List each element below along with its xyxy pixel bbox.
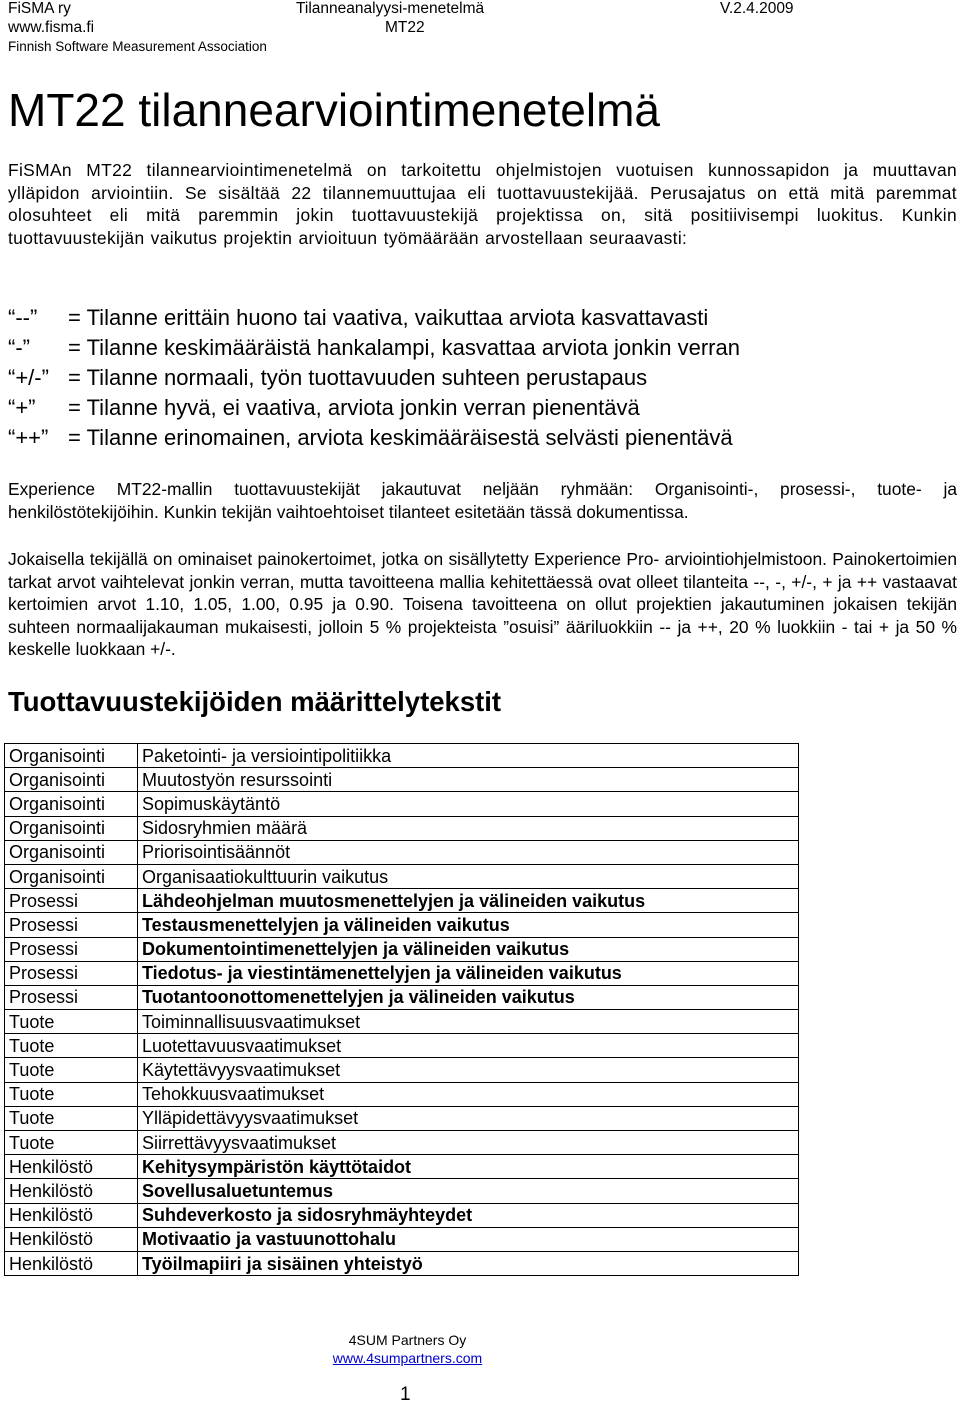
factor-name: Muutostyön resurssointi: [138, 768, 799, 792]
table-row: [5, 1106, 799, 1130]
factor-category: Organisointi: [5, 768, 138, 792]
factor-name: Käytettävyysvaatimukset: [138, 1058, 799, 1082]
factor-category: Tuote: [5, 1034, 138, 1058]
factor-name: Ylläpidettävyysvaatimukset: [138, 1106, 799, 1130]
rating-symbol: “--”: [8, 305, 38, 330]
table-row: [5, 744, 799, 768]
table-row: [5, 913, 799, 937]
table-row: [5, 937, 799, 961]
factor-category: Prosessi: [5, 985, 138, 1009]
factor-name: Sopimuskäytäntö: [138, 792, 799, 816]
table-row: [5, 864, 799, 888]
factor-category: Organisointi: [5, 840, 138, 864]
factor-name: Suhdeverkosto ja sidosryhmäyhteydet: [138, 1203, 799, 1227]
factor-category: Prosessi: [5, 913, 138, 937]
factor-category: Prosessi: [5, 937, 138, 961]
factor-category: Organisointi: [5, 816, 138, 840]
factor-category: Organisointi: [5, 864, 138, 888]
table-row: [5, 1034, 799, 1058]
weights-paragraph: Jokaisella tekijällä on ominaiset painokertoimet, jotka on sisällytetty Experience Pro- arviointiohjelmistoon. Painokertoimien tarkat arvot vaihtelevat jonkin verran, mutta tavoitteena mallia kehitettäessä ovat olleet tilanteita --, -, +/-, + ja ++ vastaavat kertoimien arvot 1.10, 1.05, 1.00, 0.95 ja 0.90. Toisena tavoitteena on ollut projektien jakautuminen jokaisen tekijän suhteen normaalijakauman mukaisesti, jolloin 5 % projekteista ”osuisi” ääriluokkiin -- ja ++, 20 % luokkiin - tai + ja 50 % keskelle luokkaan +/-.: [8, 549, 957, 660]
factor-category: Organisointi: [5, 792, 138, 816]
factor-name: Kehitysympäristön käyttötaidot: [138, 1155, 799, 1179]
table-row: [5, 889, 799, 913]
factor-category: Tuote: [5, 1058, 138, 1082]
rating-description: = Tilanne keskimääräistä hankalampi, kasvattaa arviota jonkin verran: [68, 335, 740, 360]
table-row: [5, 1082, 799, 1106]
factor-name: Tiedotus- ja viestintämenettelyjen ja välineiden vaikutus: [138, 961, 799, 985]
factor-name: Tuotantoonottomenettelyjen ja välineiden vaikutus: [138, 985, 799, 1009]
factor-name: Työilmapiiri ja sisäinen yhteistyö: [138, 1251, 799, 1275]
table-row: [5, 1251, 799, 1275]
factor-name: Lähdeohjelman muutosmenettelyjen ja välineiden vaikutus: [138, 889, 799, 913]
footer-website-link[interactable]: www.4sumpartners.com: [332, 1350, 483, 1366]
factor-category: Henkilöstö: [5, 1179, 138, 1203]
factor-category: Henkilöstö: [5, 1155, 138, 1179]
factor-category: Tuote: [5, 1131, 138, 1155]
rating-symbol: “+”: [8, 395, 36, 420]
table-row: [5, 1203, 799, 1227]
factor-category: Henkilöstö: [5, 1227, 138, 1251]
factor-name: Siirrettävyysvaatimukset: [138, 1131, 799, 1155]
rating-description: = Tilanne normaali, työn tuottavuuden suhteen perustapaus: [68, 365, 648, 390]
rating-symbol: “-”: [8, 335, 30, 360]
factor-name: Motivaatio ja vastuunottohalu: [138, 1227, 799, 1251]
table-row: [5, 792, 799, 816]
table-row: [5, 768, 799, 792]
table-row: [5, 961, 799, 985]
factor-category: Tuote: [5, 1082, 138, 1106]
factor-category: Henkilöstö: [5, 1251, 138, 1275]
header-association: Finnish Software Measurement Association: [8, 39, 267, 54]
rating-item: [8, 423, 908, 453]
rating-description: = Tilanne erittäin huono tai vaativa, vaikuttaa arviota kasvattavasti: [68, 305, 709, 330]
rating-symbol: “++”: [8, 425, 49, 450]
factor-category: Tuote: [5, 1010, 138, 1034]
factor-category: Tuote: [5, 1106, 138, 1130]
factor-name: Testausmenettelyjen ja välineiden vaikutus: [138, 913, 799, 937]
table-row: [5, 1131, 799, 1155]
table-row: [5, 1010, 799, 1034]
table-row: [5, 1058, 799, 1082]
rating-scale-list: [8, 303, 908, 453]
intro-paragraph: FiSMAn MT22 tilannearviointimenetelmä on tarkoitettu ohjelmistojen vuotuisen kunnossapidon ja muuttavan ylläpidon arviointiin. Se sisältää 22 tilannemuuttujaa eli tuottavuustekijää. Perusajatus on että mitä paremmat olosuhteet eli mitä paremmin jokin tuottavuustekijä projektissa on, sitä positiivisempi luokitus. Kunkin tuottavuustekijän vaikutus projektin arvioituun työmäärään arvostellaan seuraavasti:: [8, 160, 957, 248]
factor-name: Toiminnallisuusvaatimukset: [138, 1010, 799, 1034]
header-version: V.2.4.2009: [720, 0, 794, 17]
table-row: [5, 985, 799, 1009]
factor-name: Organisaatiokulttuurin vaikutus: [138, 864, 799, 888]
factor-category: Organisointi: [5, 744, 138, 768]
header-doc-code: MT22: [385, 19, 425, 36]
table-row: [5, 1155, 799, 1179]
factor-name: Dokumentointimenettelyjen ja välineiden vaikutus: [138, 937, 799, 961]
header-website: www.fisma.fi: [8, 19, 95, 36]
header-org: FiSMA ry: [8, 0, 71, 17]
rating-description: = Tilanne erinomainen, arviota keskimääräisestä selvästi pienentävä: [68, 425, 733, 450]
page-number: 1: [400, 1384, 411, 1405]
factor-name: Tehokkuusvaatimukset: [138, 1082, 799, 1106]
footer-link-wrap: [0, 1350, 815, 1367]
rating-symbol: “+/-”: [8, 365, 49, 390]
rating-item: [8, 363, 908, 393]
factor-category: Prosessi: [5, 889, 138, 913]
table-row: [5, 1179, 799, 1203]
header-doc-type: Tilanneanalyysi-menetelmä: [296, 0, 485, 17]
footer-company: 4SUM Partners Oy: [348, 1332, 467, 1348]
table-row: [5, 1227, 799, 1251]
factor-name: Priorisointisäännöt: [138, 840, 799, 864]
table-row: [5, 840, 799, 864]
rating-item: [8, 393, 908, 423]
groups-paragraph: Experience MT22-mallin tuottavuustekijät jakautuvat neljään ryhmään: Organisointi-, prosessi-, tuote- ja henkilöstötekijöihin. Kunkin tekijän vaihtoehtoiset tilanteet esitetään tässä dokumentissa.: [8, 479, 957, 522]
factor-name: Luotettavuusvaatimukset: [138, 1034, 799, 1058]
rating-item: [8, 333, 908, 363]
factor-name: Paketointi- ja versiointipolitiikka: [138, 744, 799, 768]
rating-description: = Tilanne hyvä, ei vaativa, arviota jonkin verran pienentävä: [68, 395, 640, 420]
factor-name: Sidosryhmien määrä: [138, 816, 799, 840]
factors-table: [4, 743, 799, 1276]
factor-category: Henkilöstö: [5, 1203, 138, 1227]
table-row: [5, 816, 799, 840]
rating-item: [8, 303, 908, 333]
factor-name: Sovellusaluetuntemus: [138, 1179, 799, 1203]
page-title: MT22 tilannearviointimenetelmä: [8, 84, 660, 136]
section-title: Tuottavuustekijöiden määrittelytekstit: [8, 686, 502, 717]
factor-category: Prosessi: [5, 961, 138, 985]
